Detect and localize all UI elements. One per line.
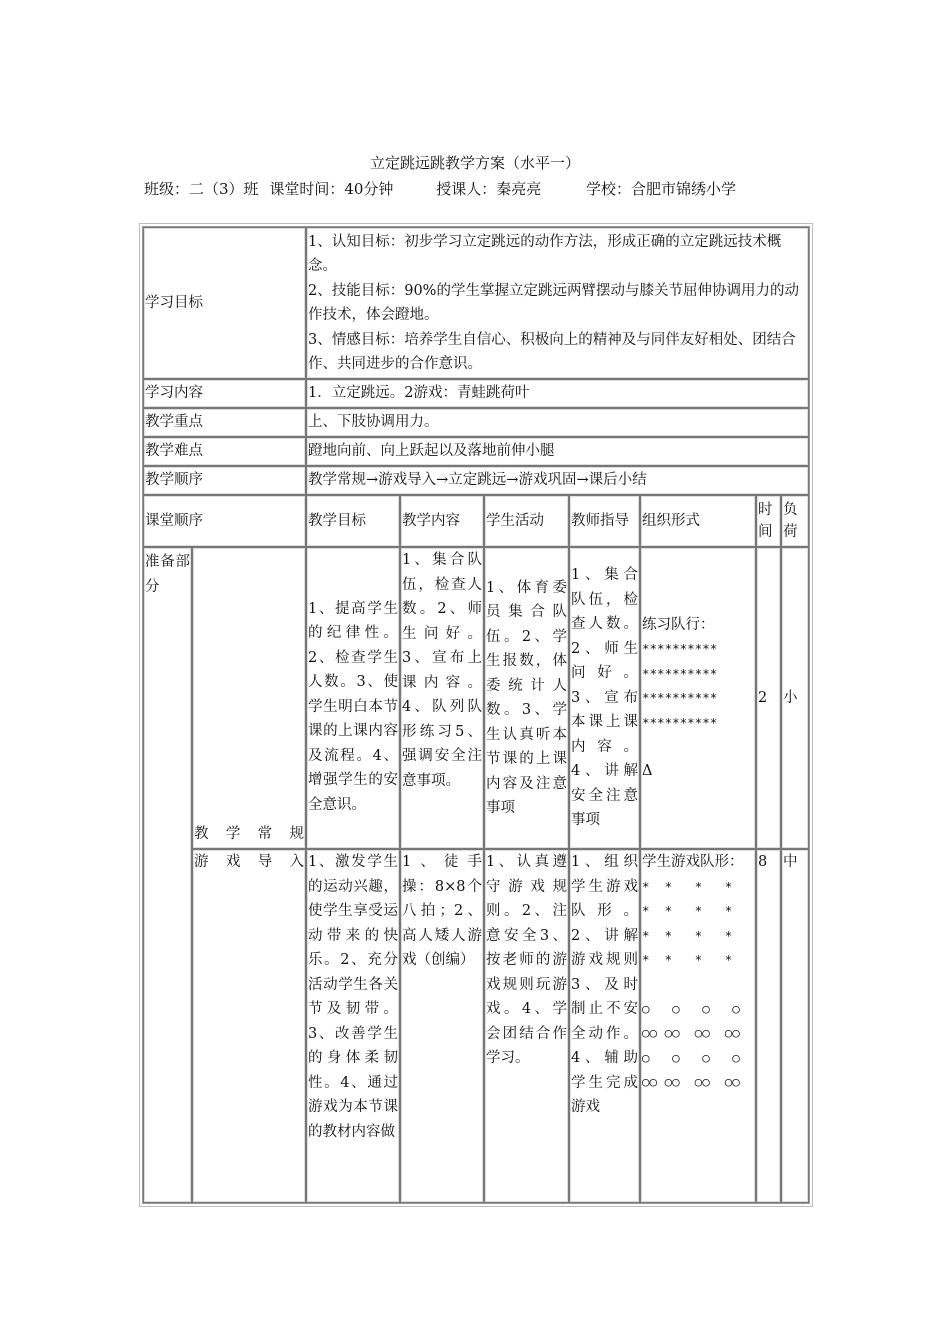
label-teaching-order: 教学顺序: [143, 466, 306, 495]
game-org-circles-4: ○○ ○○ ○○ ○○: [642, 1074, 740, 1089]
routine-org-line-1: **********: [642, 641, 718, 656]
goal-affective: 3、情感目标：培养学生自信心、积极向上的精神及与同伴友好相处、团结合作、共同进步的合作意识。: [308, 331, 796, 372]
routine-content: 1、集合队伍，检查人数。2、师生问好。3、宣布上课内容。4、队列队形练习5、强调安全注意事项。: [400, 547, 484, 849]
stage-routine-label: 教学常规: [194, 825, 304, 842]
routine-objective: 1、提高学生的纪律性。2、检查学生人数。3、使学生明白本节课的上课内容及流程。4、增强学生的安全意识。: [306, 547, 400, 849]
learning-content: 1．立定跳远。2游戏：青蛙跳荷叶: [306, 379, 809, 408]
label-learning-content: 学习内容: [143, 379, 306, 408]
learning-goals-cell: [306, 227, 809, 379]
game-org-circles-1: ○ ○ ○ ○: [642, 1000, 740, 1016]
game-org-stars-2: * * * *: [642, 903, 733, 918]
meta-class: 班级：二（3）班: [144, 180, 259, 198]
game-teacher: 1、组织学生游戏队形。2、讲解游戏规则3、及时制止不安全动作。4、辅助学生完成游戏: [569, 849, 640, 1203]
routine-org-line-3: **********: [642, 690, 718, 705]
goal-cognitive: 1、认知目标：初步学习立定跳远的动作方法，形成正确的立定跳远技术概念。: [308, 233, 782, 274]
game-content: 1、徒手操：8×8个八拍；2、高人矮人游戏（创编）: [400, 849, 484, 1203]
teacher-position-marker: Δ: [642, 763, 653, 779]
section-game-row: [143, 849, 809, 1203]
section-routine-row: [143, 547, 809, 849]
game-organization: [640, 849, 756, 1203]
header-sequence: 课堂顺序: [143, 495, 306, 547]
routine-student: 1、体育委员集合队伍。2、学生报数，体委统计人数。3、学生认真听本节课的上课内容及注意事项: [484, 547, 569, 849]
game-student: 1、认真遵守游戏规则。2、注意安全3、按老师的游戏规则玩游戏。4、学会团结合作学习。: [484, 849, 569, 1203]
teaching-difficulty: 蹬地向前、向上跃起以及落地前伸小腿: [306, 437, 809, 466]
row-teaching-focus: [143, 408, 809, 437]
meta-school: 学校：合肥市锦绣小学: [586, 180, 737, 198]
lesson-plan-table: [142, 226, 810, 1204]
game-org-circles-2: ○○ ○○ ○○ ○○: [642, 1025, 740, 1040]
routine-time: 2: [756, 547, 781, 849]
label-teaching-difficulty: 教学难点: [143, 437, 306, 466]
header-load: 负荷: [781, 495, 809, 547]
column-header-row: [143, 495, 809, 547]
meta-teacher: 授课人：秦亮亮: [436, 180, 542, 198]
part-preparation: 准备部分: [143, 547, 192, 1203]
row-teaching-order: [143, 466, 809, 495]
routine-teacher: 1、集合队伍，检查人数。2、师生问好。3、宣布本课上课内容。4、讲解安全注意事项: [569, 547, 640, 849]
game-org-label: 学生游戏队形：: [642, 854, 744, 870]
routine-organization: [640, 547, 756, 849]
game-org-stars-4: * * * *: [642, 952, 733, 967]
header-content: 教学内容: [400, 495, 484, 547]
routine-org-label: 练习队行：: [642, 616, 715, 633]
stage-routine: [192, 547, 306, 849]
routine-load: 小: [781, 547, 809, 849]
label-learning-goals: 学习目标: [143, 227, 306, 379]
row-teaching-difficulty: [143, 437, 809, 466]
goal-skill: 2、技能目标：90%的学生掌握立定跳远两臂摆动与膝关节屈伸协调用力的动作技术，体会蹬地。: [308, 282, 799, 323]
game-org-stars-1: * * * *: [642, 878, 733, 894]
game-load: 中: [781, 849, 809, 1203]
label-teaching-focus: 教学重点: [143, 408, 306, 437]
teaching-order: 教学常规→游戏导入→立定跳远→游戏巩固→课后小结: [306, 466, 809, 495]
meta-duration: 课堂时间：40分钟: [269, 180, 394, 198]
header-student: 学生活动: [484, 495, 569, 547]
stage-game: [192, 849, 306, 1203]
row-learning-goals: [143, 227, 809, 379]
header-organization: 组织形式: [640, 495, 756, 547]
document-title: 立定跳远跳教学方案（水平一）: [369, 154, 580, 172]
routine-org-line-2: **********: [642, 665, 718, 681]
header-time: 时间: [756, 495, 781, 547]
header-objective: 教学目标: [306, 495, 400, 547]
game-org-stars-3: * * * *: [642, 927, 733, 943]
teaching-focus: 上、下肢协调用力。: [306, 408, 809, 437]
stage-game-label: 游戏导入: [194, 854, 304, 870]
game-objective: 1、激发学生的运动兴趣，使学生享受运动带来的快乐。2、充分活动学生各关节及韧带。3、改善学生的身体柔韧性。4、通过游戏为本节课的教材内容做: [306, 849, 400, 1203]
game-org-circles-3: ○ ○ ○ ○: [642, 1049, 740, 1065]
game-time: 8: [756, 849, 781, 1203]
header-teacher: 教师指导: [569, 495, 640, 547]
routine-org-line-4: **********: [642, 714, 718, 730]
lesson-meta: [144, 178, 824, 199]
row-learning-content: [143, 379, 809, 408]
